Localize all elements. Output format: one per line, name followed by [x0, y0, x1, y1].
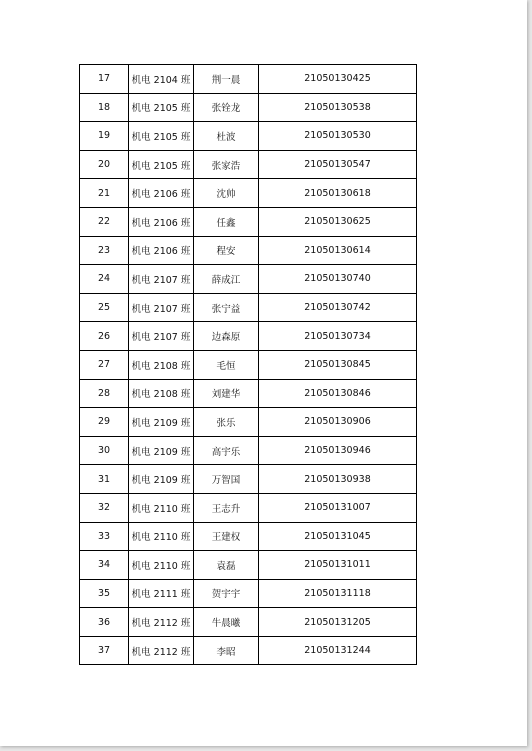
- row-number-cell: 32: [80, 493, 129, 522]
- row-number-cell: 34: [80, 551, 129, 580]
- table-row: [80, 436, 417, 465]
- class-cell: 机电 2105 班: [129, 93, 194, 122]
- student-id-cell: 21050130425: [259, 65, 417, 94]
- roster-table-body: [80, 65, 417, 665]
- student-id-cell: 21050130614: [259, 236, 417, 265]
- class-cell: 机电 2104 班: [129, 65, 194, 94]
- student-id-cell: 21050130547: [259, 150, 417, 179]
- class-cell: 机电 2105 班: [129, 150, 194, 179]
- student-name-cell: 张铨龙: [194, 93, 259, 122]
- row-number-cell: 21: [80, 179, 129, 208]
- class-cell: 机电 2109 班: [129, 408, 194, 437]
- class-cell: 机电 2112 班: [129, 636, 194, 665]
- class-cell: 机电 2106 班: [129, 207, 194, 236]
- student-name-cell: 牛晨曦: [194, 608, 259, 637]
- table-row: [80, 236, 417, 265]
- table-row: [80, 465, 417, 494]
- student-id-cell: 21050130538: [259, 93, 417, 122]
- row-number-cell: 37: [80, 636, 129, 665]
- table-row: [80, 179, 417, 208]
- class-cell: 机电 2106 班: [129, 236, 194, 265]
- student-id-cell: 21050131205: [259, 608, 417, 637]
- student-id-cell: 21050130906: [259, 408, 417, 437]
- row-number-cell: 23: [80, 236, 129, 265]
- table-row: [80, 636, 417, 665]
- class-cell: 机电 2107 班: [129, 322, 194, 351]
- student-id-cell: 21050130618: [259, 179, 417, 208]
- student-id-cell: 21050130938: [259, 465, 417, 494]
- student-id-cell: 21050130946: [259, 436, 417, 465]
- row-number-cell: 18: [80, 93, 129, 122]
- class-cell: 机电 2110 班: [129, 522, 194, 551]
- student-name-cell: 高宇乐: [194, 436, 259, 465]
- student-name-cell: 张家浩: [194, 150, 259, 179]
- class-cell: 机电 2109 班: [129, 436, 194, 465]
- student-id-cell: 21050130846: [259, 379, 417, 408]
- student-id-cell: 21050130740: [259, 265, 417, 294]
- row-number-cell: 25: [80, 293, 129, 322]
- table-row: [80, 608, 417, 637]
- row-number-cell: 24: [80, 265, 129, 294]
- student-name-cell: 贺宇宇: [194, 579, 259, 608]
- student-id-cell: 21050131007: [259, 493, 417, 522]
- student-id-cell: 21050130530: [259, 122, 417, 151]
- student-name-cell: 王志升: [194, 493, 259, 522]
- row-number-cell: 28: [80, 379, 129, 408]
- student-name-cell: 张宁益: [194, 293, 259, 322]
- student-id-cell: 21050130734: [259, 322, 417, 351]
- student-id-cell: 21050130845: [259, 350, 417, 379]
- table-row: [80, 350, 417, 379]
- class-cell: 机电 2110 班: [129, 551, 194, 580]
- student-id-cell: 21050131244: [259, 636, 417, 665]
- student-name-cell: 王建权: [194, 522, 259, 551]
- student-id-cell: 21050130742: [259, 293, 417, 322]
- student-name-cell: 刘建华: [194, 379, 259, 408]
- table-row: [80, 93, 417, 122]
- table-row: [80, 551, 417, 580]
- row-number-cell: 19: [80, 122, 129, 151]
- class-cell: 机电 2109 班: [129, 465, 194, 494]
- student-name-cell: 薛成江: [194, 265, 259, 294]
- class-cell: 机电 2105 班: [129, 122, 194, 151]
- student-name-cell: 荆一晨: [194, 65, 259, 94]
- row-number-cell: 35: [80, 579, 129, 608]
- student-name-cell: 边森原: [194, 322, 259, 351]
- class-cell: 机电 2107 班: [129, 265, 194, 294]
- student-id-cell: 21050131118: [259, 579, 417, 608]
- row-number-cell: 29: [80, 408, 129, 437]
- student-id-cell: 21050131045: [259, 522, 417, 551]
- student-roster-table: [79, 64, 417, 665]
- student-id-cell: 21050131011: [259, 551, 417, 580]
- row-number-cell: 20: [80, 150, 129, 179]
- table-row: [80, 122, 417, 151]
- row-number-cell: 30: [80, 436, 129, 465]
- table-row: [80, 265, 417, 294]
- table-row: [80, 322, 417, 351]
- class-cell: 机电 2110 班: [129, 493, 194, 522]
- student-name-cell: 任鑫: [194, 207, 259, 236]
- class-cell: 机电 2108 班: [129, 379, 194, 408]
- table-row: [80, 150, 417, 179]
- class-cell: 机电 2111 班: [129, 579, 194, 608]
- table-row: [80, 65, 417, 94]
- student-name-cell: 沈帅: [194, 179, 259, 208]
- table-row: [80, 207, 417, 236]
- table-row: [80, 579, 417, 608]
- row-number-cell: 22: [80, 207, 129, 236]
- table-row: [80, 408, 417, 437]
- table-row: [80, 493, 417, 522]
- student-name-cell: 杜波: [194, 122, 259, 151]
- class-cell: 机电 2108 班: [129, 350, 194, 379]
- student-name-cell: 万智国: [194, 465, 259, 494]
- student-name-cell: 毛恒: [194, 350, 259, 379]
- table-row: [80, 522, 417, 551]
- row-number-cell: 17: [80, 65, 129, 94]
- table-row: [80, 293, 417, 322]
- student-name-cell: 袁磊: [194, 551, 259, 580]
- row-number-cell: 27: [80, 350, 129, 379]
- row-number-cell: 36: [80, 608, 129, 637]
- student-id-cell: 21050130625: [259, 207, 417, 236]
- row-number-cell: 31: [80, 465, 129, 494]
- row-number-cell: 26: [80, 322, 129, 351]
- student-name-cell: 程安: [194, 236, 259, 265]
- table-row: [80, 379, 417, 408]
- class-cell: 机电 2112 班: [129, 608, 194, 637]
- row-number-cell: 33: [80, 522, 129, 551]
- student-name-cell: 张乐: [194, 408, 259, 437]
- class-cell: 机电 2107 班: [129, 293, 194, 322]
- student-name-cell: 李昭: [194, 636, 259, 665]
- class-cell: 机电 2106 班: [129, 179, 194, 208]
